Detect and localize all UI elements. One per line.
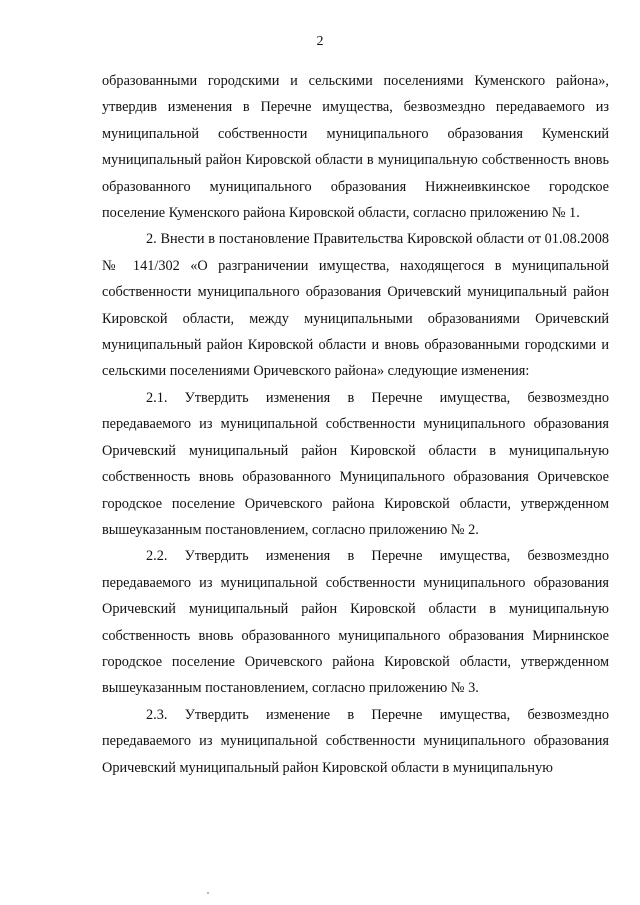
document-body [102,68,609,781]
scan-speck [207,892,209,894]
paragraph-continuation: образованными городскими и сельскими поселениями Куменского района», утвердив изменения в Перечне имущества, безвозмездно передаваемого из муниципальной собственности муниципального образования Куменский муниципальный район Кировской области в муниципальную собственность вновь образованного муниципального образования Нижнеивкинское городское поселение Куменского района Кировской области, согласно приложению № 1. [102,73,609,222]
paragraph-item-2: 2. Внести в постановление Правительства Кировской области от 01.08.2008 № 141/302 «О разграничении имущества, находящегося в муниципальной собственности муниципального образования Оричевский муниципальный район Кировской области, между муниципальными образованиями Оричевский муниципальный район Кировской области и вновь образованными городскими и сельскими поселениями Оричевского района» следующие изменения: [102,231,609,380]
paragraph-item-2-2: 2.2. Утвердить изменения в Перечне имущества, безвозмездно передаваемого из муниципальной собственности муниципального образования Оричевский муниципальный район Кировской области в муниципальную собственность вновь образованного муниципального образования Мирнинское городское поселение Оричевского района Кировской области, утвержденном вышеуказанным постановлением, согласно приложению № 3. [102,548,609,697]
paragraph-item-2-3: 2.3. Утвердить изменение в Перечне имущества, безвозмездно передаваемого из муниципальной собственности муниципального образования Оричевский муниципальный район Кировской области в муниципальную [102,706,609,776]
page-number: 2 [316,34,324,49]
paragraph-item-2-1: 2.1. Утвердить изменения в Перечне имущества, безвозмездно передаваемого из муниципальной собственности муниципального образования Оричевский муниципальный район Кировской области в муниципальную собственность вновь образованного Муниципального образования Оричевское городское поселение Оричевского района Кировской области, утвержденном вышеуказанным постановлением, согласно приложению № 2. [102,389,609,538]
